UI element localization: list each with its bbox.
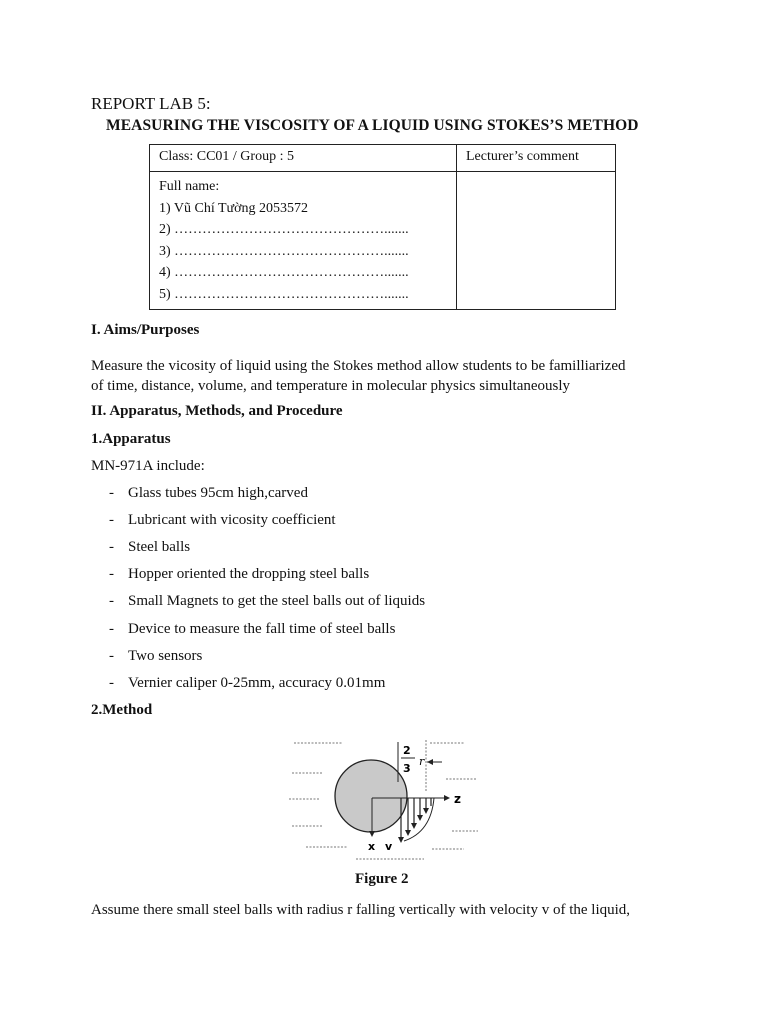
apparatus-subheading: 1.Apparatus [91,431,171,447]
apparatus-item: - Small Magnets to get the steel balls out of liquids [109,593,426,609]
lecturer-comment-header: Lecturer’s comment [457,145,616,172]
apparatus-item: - Two sensors [109,648,203,664]
x-label: x [368,840,376,853]
apparatus-item: - Device to measure the fall time of steel balls [109,621,396,637]
z-label: z [454,792,461,806]
info-table [149,144,616,310]
aims-text-line2: of time, distance, volume, and temperature in molecular physics simultaneously [91,378,571,394]
apparatus-item: - Lubricant with vicosity coefficient [109,512,336,528]
stokes-figure [284,734,484,864]
full-name-label: Full name: [159,179,220,194]
steel-ball-shape [335,760,407,832]
apparatus-item: - Hopper oriented the dropping steel balls [109,566,370,582]
footer-paragraph: Assume there small steel balls with radius r falling vertically with velocity v of the liquid, [91,902,631,918]
apparatus-item: - Vernier caliper 0-25mm, accuracy 0.01mm [109,675,386,691]
apparatus-item: - Glass tubes 95cm high,carved [109,485,308,501]
member-5: 5) ………………………………………....... [159,286,409,302]
lecturer-comment-cell [457,172,616,310]
figure-caption: Figure 2 [355,871,409,887]
member-3: 3) ………………………………………....... [159,243,409,259]
member-4: 4) ………………………………………....... [159,265,409,280]
aims-text-line1: Measure the vicosity of liquid using the Stokes method allow students to be familliarized [91,358,626,374]
v-label: v [385,840,393,853]
section-apparatus-heading: II. Apparatus, Methods, and Procedure [91,403,343,419]
member-2: 2) ………………………………………....... [159,222,409,237]
report-subtitle: MEASURING THE VISCOSITY OF A LIQUID USING STOKES’S METHOD [106,117,639,134]
method-heading: 2.Method [91,702,153,718]
apparatus-intro: MN-971A include: [91,458,205,474]
member-1: 1) Vũ Chí Tường 2053572 [159,200,309,216]
class-group-cell: Class: CC01 / Group : 5 [150,145,457,172]
section-aims-heading: I. Aims/Purposes [91,322,200,338]
report-title: REPORT LAB 5: [91,94,211,113]
apparatus-item: - Steel balls [109,539,191,555]
r-label: r [419,755,425,768]
frac-den: 3 [403,762,411,775]
full-name-cell [150,172,457,310]
frac-num: 2 [403,744,411,757]
